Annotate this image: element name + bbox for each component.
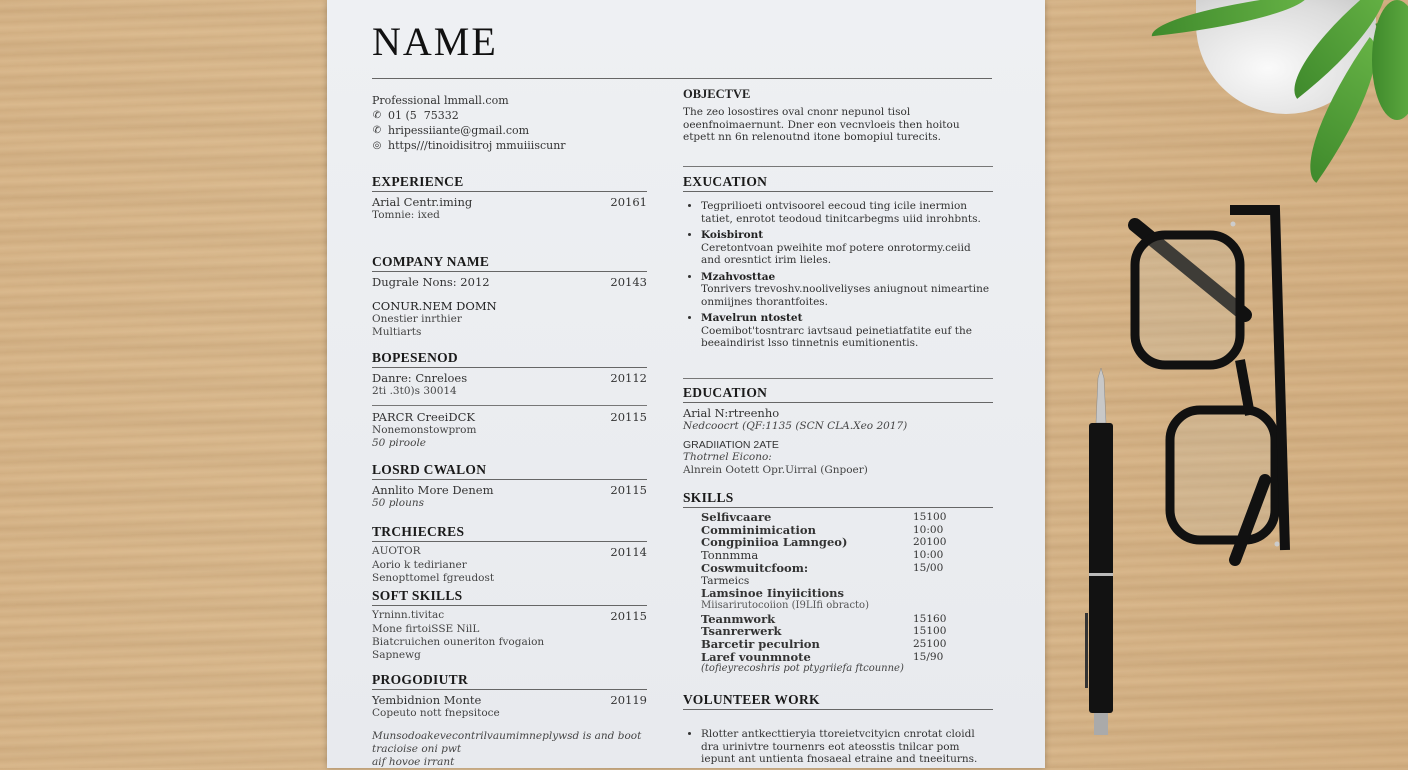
entry-sub: 50 plouns [372,497,425,509]
section-heading: SKILLS [683,490,993,508]
section-objective [683,87,993,144]
item-head: Mzahvosttae [701,270,776,283]
skill-item-cont: Tonnmma 10:00 [701,548,944,563]
graduation-line: Thotrnel Eicono: [683,451,772,463]
entry-year: 20114 [610,545,647,559]
entry-title: Danre: Cnreloes [372,371,468,385]
contact-phone-line [372,108,566,123]
section-company [372,254,647,339]
skill-item: Selfivcaare 15100 [701,510,947,524]
section-exucation [683,174,993,354]
entry-sub: Sapnewg [372,649,421,661]
resume-name: NAME [372,19,498,64]
skill-item: Laref vounmnote 15/90 [701,649,944,664]
entry-row [372,483,647,497]
entry-row [372,545,647,559]
section-divider [683,166,993,167]
skill-item: Comminimication 10:00 [701,522,944,537]
list-item [701,728,993,766]
entry-sub: Copeuto nott fnepsitoce [372,707,500,719]
entry-year: 20112 [610,371,647,385]
skill-item: Congpiniioa Lamngeo) 20100 [701,535,947,550]
entry-row [372,371,647,385]
skill-item: Lamsinoe Iinyiicitions [701,586,844,601]
section-skills [683,490,993,676]
entry-title: AUOTOR [372,545,421,557]
section-heading: COMPANY NAME [372,254,647,272]
item-text: Tonrivers trevoshv.nooliveliyses aniugnout nimeartine onmiijnes thorantfoites. [701,283,990,308]
section-heading: PROGODIUTR [372,672,647,690]
list-item [701,229,993,267]
section-heading: EDUCATION [683,385,993,403]
list-item [701,271,993,309]
contact-text: 01 (5 75332 [388,109,459,122]
item-head: Koisbiront [701,229,764,241]
entry-sub: Biatcruichen ouneriton fvogaion [372,636,545,648]
skill-item: Coswmuitcfoom: 15/00 [701,560,944,575]
phone-icon: ✆ [372,125,382,136]
entry-row [372,410,647,424]
item-text: Coemibot'tosntrarc iavtsaud peinetiatfatite euf the beeaindirist lsso tinnetnis eumitionentis. [701,324,972,349]
entry-title: Arial Centr.iming [372,195,473,209]
contact-text: Professional lmmall.com [372,94,509,107]
contact-email-line [372,93,566,108]
sub-heading: CONUR.NEM DOMN [372,299,497,313]
entry-sub: Senopttomel fgreudost [372,572,495,584]
entry-row [372,609,647,623]
list-item [701,200,993,225]
footer-text: Munsodoakevecontrilvaumimneplywsd is and boot [372,730,642,742]
entry-year: 20115 [610,483,647,497]
section-losrd [372,462,647,510]
section-heading: VOLUNTEER WORK [683,692,993,710]
globe-icon: ◎ [372,140,382,151]
section-heading: OBJECTVE [683,87,751,101]
section-heading: LOSRD CWALON [372,462,647,480]
item-text: Rlotter antkecttieryia ttoreietvcityicn cnrotat cloidl dra urinivtre tournenrs eot ateosstis tnilcar pom iepunt ant untienta fnosaeal etraine and tneeiturns. [701,728,978,765]
skill-item: Tsanrerwerk 15100 [701,624,947,639]
section-heading: TRCHIECRES [372,524,647,542]
entry-sub: Onestier inrthier [372,313,462,325]
entry-sub: 50 piroole [372,437,427,449]
section-education [683,385,993,477]
entry-row [372,275,647,289]
entry-title: Yembidnion Monte [372,693,482,707]
objective-text: The zeo losostires oval cnonr nepunol tisol oeenfnoimaernunt. Dner eon vecnvloeis then hoitou etpett nn 6n relenoutnd itone bomopiul turecits. [683,106,960,143]
skill-item: Teanmwork 15160 [701,611,947,626]
entry-row [372,693,647,707]
entry-sub: 2ti .3t0)s 30014 [372,385,457,397]
entry-title: Yrninn.tivitac [372,609,445,621]
section-experience [372,174,647,222]
item-head: Mavelrun ntostet [701,312,803,324]
entry-year: 20115 [610,609,647,623]
section-trchiecres [372,524,647,585]
entry-title: Annlito More Denem [372,483,494,497]
graduation-line: Alnrein Ootett Opr.Uirral (Gnpoer) [683,464,868,476]
entry-year: 20115 [610,410,647,424]
contact-text: hripessiiante@gmail.com [388,124,530,137]
section-progodiutr [372,672,647,769]
entry-title: Dugrale Nons: 2012 [372,275,490,289]
skill-item: Barcetir peculrion 25100 [701,637,947,652]
entry-row [372,195,647,209]
section-heading: BOPESENOD [372,350,647,368]
entry-title: PARCR CreeiDCK [372,410,475,424]
skill-item-cont: Tarmeics [701,574,750,587]
entry-sub: Tomnie: ixed [372,209,440,221]
section-heading: EXUCATION [683,174,993,192]
item-text: Tegprilioeti ontvisoorel eecoud ting icile inermion tatiet, enrotot teodoud tinitcarbegms uiid inrohbnts. [701,200,981,225]
eyeglasses-icon [1125,200,1295,570]
contact-email2-line [372,123,566,138]
contact-text: https///tinoidisitroj mmuiiiscunr [388,139,566,152]
entry-sub: Mone firtoiSSE NilL [372,623,480,635]
entry-year: 20143 [610,275,647,289]
contact-web-line [372,138,566,153]
pen-icon [1085,368,1117,743]
header-divider [372,78,992,79]
section-divider [683,378,993,379]
education-detail: Nedcoocrt (QF:1135 (SCN CLA.Xeo 2017) [683,420,908,432]
section-volunteer [683,692,993,770]
skill-item-cont: (tofieyrecoshris pot ptygriiefa ftcounne) [701,663,904,675]
item-text: Ceretontvoan pweihite mof potere onrotormy.ceiid and oresntict irim lieles. [701,241,971,266]
resume-paper [327,0,1045,768]
entry-sub: Multiarts [372,326,422,338]
footer-text: aif hovoe irrant [372,756,455,768]
entry-sub: Aorio k tedirianer [372,559,467,571]
section-heading: SOFT SKILLS [372,588,647,606]
section-heading: EXPERIENCE [372,174,647,192]
education-institution: Arial N:rtreenho [683,406,780,420]
contact-block [372,93,566,153]
entry-divider [372,405,647,406]
entry-year: 20119 [610,693,647,707]
section-soft-skills [372,588,647,662]
entry-year: 20161 [610,195,647,209]
skill-item-cont: Miisarirutocoiion (I9LIfi obracto) [701,599,869,611]
graduation-label: GRADIIATION 2ATE [683,439,779,451]
phone-icon: ✆ [372,110,382,121]
section-bopesenod [372,350,647,450]
entry-sub: Nonemonstowprom [372,424,477,436]
footer-text: tracioise oni pwt [372,743,462,755]
list-item [701,312,993,350]
